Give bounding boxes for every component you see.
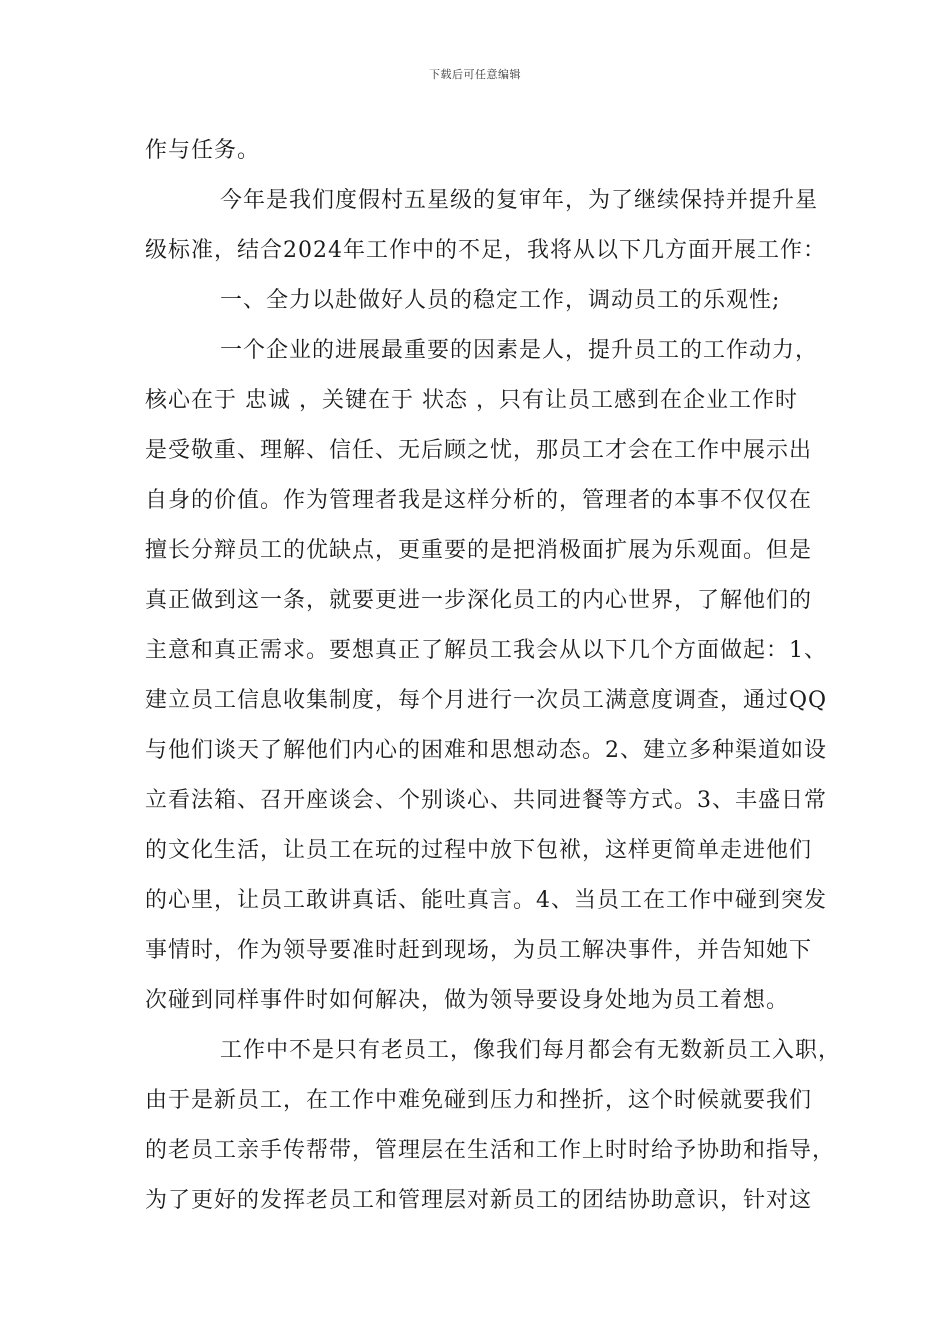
text-line: 由于是新员工，在工作中难免碰到压力和挫折，这个时候就要我们 [145,1088,813,1113]
text-line: 核心在于 忠诚 ，关键在于 状态 ，只有让员工感到在企业工作时 [145,388,798,413]
text-line: 的老员工亲手传帮带，管理层在生活和工作上时时给予协助和指导， [145,1138,836,1163]
text-line: 立看法箱、召开座谈会、个别谈心、共同进餐等方式。3、丰盛日常 [145,788,827,813]
text-line: 次碰到同样事件时如何解决，做为领导要设身处地为员工着想。 [145,988,790,1013]
text-line: 事情时，作为领导要准时赶到现场，为员工解决事件，并告知她下 [145,938,813,963]
text-line: 一、全力以赴做好人员的稳定工作，调动员工的乐观性; [220,288,781,313]
text-line: 为了更好的发挥老员工和管理层对新员工的团结协助意识，针对这 [145,1188,813,1213]
text-line: 是受敬重、理解、信任、无后顾之忧，那员工才会在工作中展示出 [145,438,813,463]
text-line: 真正做到这一条，就要更进一步深化员工的内心世界，了解他们的 [145,588,813,613]
text-line: 一个企业的进展最重要的因素是人，提升员工的工作动力， [220,338,819,363]
text-line: 建立员工信息收集制度，每个月进行一次员工满意度调查，通过QQ [145,688,828,713]
text-line: 与他们谈天了解他们内心的困难和思想动态。2、建立多种渠道如设 [145,738,827,763]
text-line: 主意和真正需求。要想真正了解员工我会从以下几个方面做起：1、 [145,638,827,663]
text-line: 今年是我们度假村五星级的复审年，为了继续保持并提升星 [220,188,819,213]
text-line: 作与任务。 [145,138,261,163]
page-header: 下载后可任意编辑 [429,68,521,81]
text-line: 的文化生活，让员工在玩的过程中放下包袱，这样更简单走进他们 [145,838,813,863]
text-line: 擅长分辩员工的优缺点，更重要的是把消极面扩展为乐观面。但是 [145,538,813,563]
text-line: 级标准，结合2024年工作中的不足，我将从以下几方面开展工作： [145,238,826,263]
text-line: 自身的价值。作为管理者我是这样分析的，管理者的本事不仅仅在 [145,488,813,513]
text-line: 的心里，让员工敢讲真话、能吐真言。4、当员工在工作中碰到突发 [145,888,827,913]
text-line: 工作中不是只有老员工，像我们每月都会有无数新员工入职， [220,1038,842,1063]
